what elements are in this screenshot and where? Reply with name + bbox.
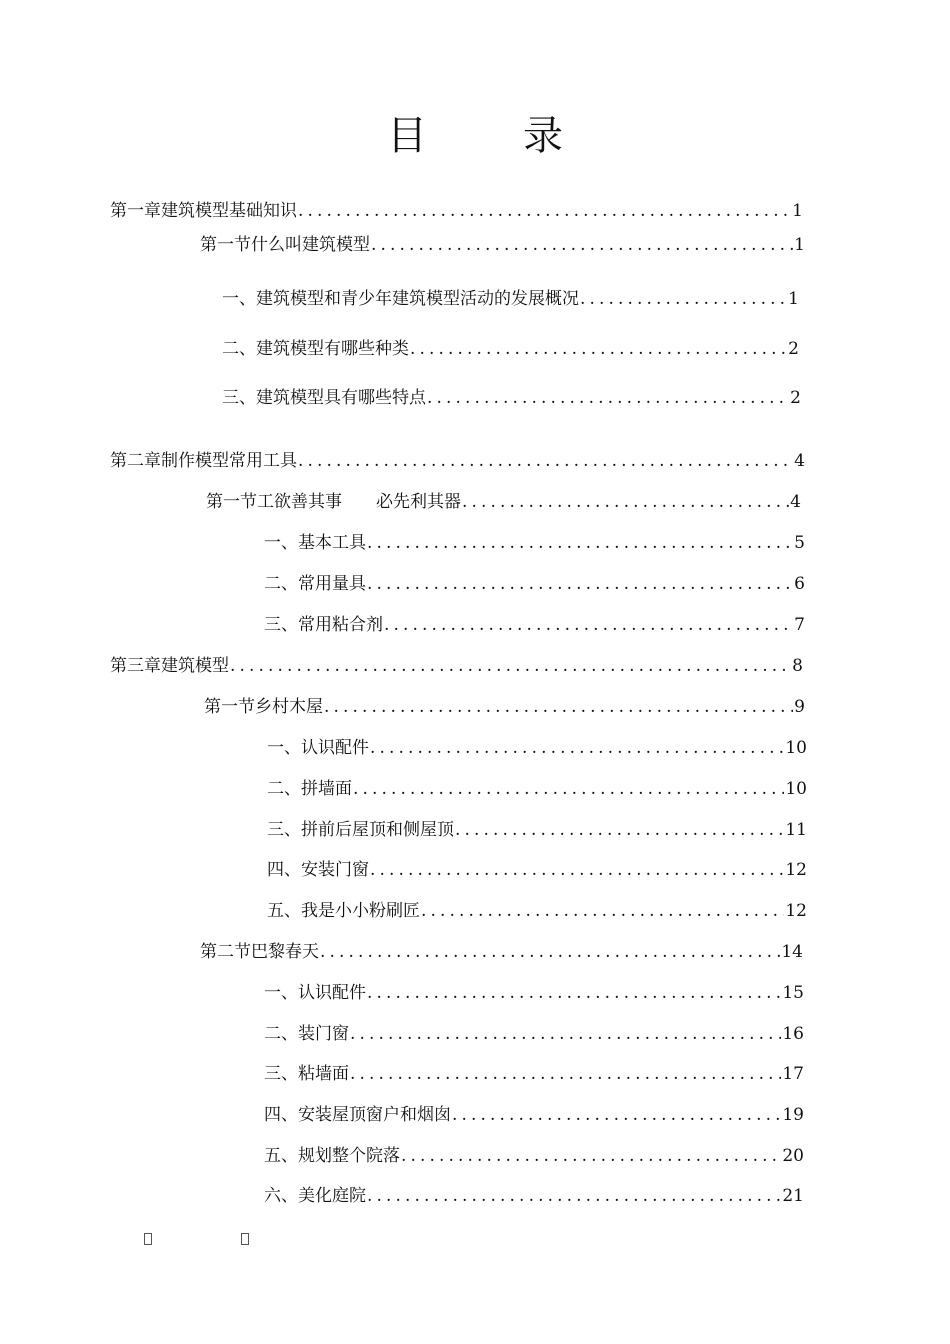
dot-leader [580,288,787,310]
toc-prefix: 一、 [267,738,301,758]
toc-item-1-1-2[interactable] [222,338,799,360]
toc-title: 认识配件 [301,738,369,758]
toc-page-number: 4 [790,492,801,512]
toc-item-3-1-4[interactable] [267,859,807,881]
dot-leader [367,1185,781,1207]
toc-title: 装门窗 [298,1024,349,1044]
toc-title: 认识配件 [298,983,366,1003]
toc-prefix: 第一节 [200,235,251,255]
toc-page-number: 5 [794,533,805,553]
toc-page-number: 4 [794,451,805,471]
title-char-1: 目 [387,113,427,159]
toc-page-number: 12 [785,860,807,880]
dot-leader [462,491,789,513]
toc-chapter-3[interactable] [110,655,803,677]
toc-page-number: 6 [794,574,805,594]
toc-chapter-2[interactable] [110,450,805,472]
toc-title: 拼前后屋顶和侧屋顶 [301,820,454,840]
toc-item-2-1-1[interactable] [264,532,805,554]
toc-title: 巴黎春天 [251,942,319,962]
toc-page-number: 7 [794,615,805,635]
toc-prefix: 二、 [264,1024,298,1044]
dot-leader [367,532,793,554]
toc-item-3-2-1[interactable] [264,982,804,1004]
toc-prefix: 三、 [264,1064,298,1084]
toc-prefix: 第二章 [110,451,161,471]
toc-page-number: 9 [794,697,805,717]
toc-item-3-1-5[interactable] [267,900,807,922]
dot-leader [324,696,793,718]
toc-title: 粘墙面 [298,1064,349,1084]
dot-leader [370,859,784,881]
toc-title: 建筑模型 [161,656,229,676]
toc-item-2-1-3[interactable] [264,614,805,636]
dot-leader [371,234,793,256]
dot-leader [367,573,793,595]
toc-title: 建筑模型基础知识 [161,201,297,221]
toc-page-number: 11 [785,820,807,840]
toc-page-number: 16 [782,1024,804,1044]
toc-title: 规划整个院落 [298,1146,400,1166]
toc-page-number: 2 [790,388,801,408]
toc-item-3-2-3[interactable] [264,1063,804,1085]
toc-prefix: 四、 [264,1105,298,1125]
toc-page-number: 12 [785,901,807,921]
toc-title: 工欲善其事 必先利其器 [257,492,461,512]
toc-prefix: 二、 [264,574,298,594]
dot-leader [350,1063,781,1085]
page-title [0,104,950,161]
toc-item-3-1-2[interactable] [267,778,807,800]
toc-title: 常用粘合剂 [298,615,383,635]
dot-leader [410,338,787,360]
toc-page-number: 15 [782,983,804,1003]
toc-title: 安装门窗 [301,860,369,880]
toc-prefix: 三、 [222,388,256,408]
toc-item-3-2-2[interactable] [264,1023,804,1045]
toc-prefix: 二、 [222,339,256,359]
dot-leader [320,941,780,963]
toc-title: 乡村木屋 [255,697,323,717]
toc-page-number: 10 [785,779,807,799]
toc-title: 基本工具 [298,533,366,553]
toc-prefix: 第一节 [206,492,257,512]
toc-page-number: 2 [788,339,799,359]
toc-title: 什么叫建筑模型 [251,235,370,255]
toc-item-3-1-1[interactable] [267,737,807,759]
toc-section-2-1[interactable] [206,491,801,513]
toc-prefix: 第一节 [204,697,255,717]
toc-item-3-2-6[interactable] [264,1185,804,1207]
dot-leader [298,450,793,472]
dot-leader [421,900,784,922]
dot-leader [401,1145,781,1167]
toc-item-1-1-1[interactable] [222,288,799,310]
toc-prefix: 第一章 [110,201,161,221]
toc-title: 拼墙面 [301,779,352,799]
toc-prefix: 三、 [267,820,301,840]
toc-page-number: 1 [788,289,799,309]
toc-item-3-1-3[interactable] [267,819,807,841]
toc-prefix: 第三章 [110,656,161,676]
toc-title: 美化庭院 [298,1186,366,1206]
toc-prefix: 五、 [264,1146,298,1166]
missing-glyph-mark [144,1233,152,1245]
toc-item-2-1-2[interactable] [264,573,805,595]
toc-prefix: 一、 [264,533,298,553]
title-char-2: 录 [523,113,563,159]
toc-page-number: 21 [782,1186,804,1206]
toc-title: 建筑模型具有哪些特点 [256,388,426,408]
toc-title: 安装屋顶窗户和烟囱 [298,1105,451,1125]
toc-prefix: 第二节 [200,942,251,962]
toc-title: 我是小小粉刷匠 [301,901,420,921]
toc-title: 建筑模型和青少年建筑模型活动的发展概况 [256,289,579,309]
toc-section-1-1[interactable] [200,234,805,256]
toc-prefix: 一、 [264,983,298,1003]
toc-section-3-2[interactable] [200,941,803,963]
toc-title: 建筑模型有哪些种类 [256,339,409,359]
toc-prefix: 四、 [267,860,301,880]
toc-prefix: 六、 [264,1186,298,1206]
toc-page-number: 14 [781,942,803,962]
toc-section-3-1[interactable] [204,696,805,718]
toc-item-3-2-5[interactable] [264,1145,804,1167]
toc-page-number: 1 [794,235,805,255]
toc-prefix: 三、 [264,615,298,635]
toc-prefix: 一、 [222,289,256,309]
toc-title: 常用量具 [298,574,366,594]
toc-item-3-2-4[interactable] [264,1104,804,1126]
toc-page-number: 1 [792,201,803,221]
missing-glyph-mark [241,1233,249,1245]
dot-leader [370,737,784,759]
dot-leader [455,819,784,841]
toc-page-number: 17 [782,1064,804,1084]
dot-leader [384,614,793,636]
dot-leader [353,778,784,800]
dot-leader [427,387,789,409]
toc-title: 制作模型常用工具 [161,451,297,471]
dot-leader [230,655,791,677]
toc-prefix: 二、 [267,779,301,799]
toc-prefix: 五、 [267,901,301,921]
toc-chapter-1[interactable] [110,200,803,222]
dot-leader [350,1023,781,1045]
toc-page-number: 8 [792,656,803,676]
toc-item-1-1-3[interactable] [222,387,801,409]
toc-page-number: 10 [785,738,807,758]
dot-leader [452,1104,781,1126]
toc-page-number: 20 [782,1146,804,1166]
dot-leader [367,982,781,1004]
dot-leader [298,200,791,222]
toc-page-number: 19 [782,1105,804,1125]
